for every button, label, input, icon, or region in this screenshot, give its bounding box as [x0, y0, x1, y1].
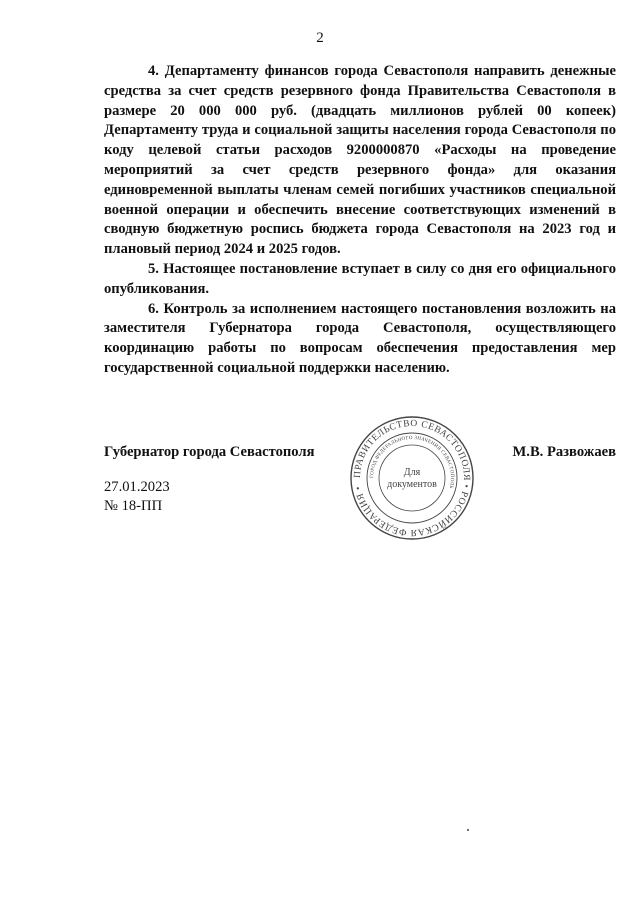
scan-speck [467, 829, 469, 831]
document-body [104, 62, 616, 379]
signer-name: М.В. Развожаев [512, 444, 616, 460]
paragraph-6: 6. Контроль за исполнением настоящего постановления возложить на заместителя Губернатора города Севастополя, осуществляющего координацию работы по вопросам обеспечения предоставления мер государственной социальной поддержки населению. [104, 300, 616, 376]
seal-graphic [348, 414, 476, 542]
seal-center-line-1: Для [403, 467, 421, 478]
paragraph-5: 5. Настоящее постановление вступает в силу со дня его официального опубликования. [104, 260, 616, 297]
seal-outer-text: ПРАВИТЕЛЬСТВО СЕВАСТОПОЛЯ • РОССИЙСКАЯ ФЕДЕРАЦИЯ • [352, 418, 472, 538]
page-number: 2 [316, 30, 324, 46]
seal-inner-text: ГОРОД ФЕДЕРАЛЬНОГО ЗНАЧЕНИЯ СЕВАСТОПОЛЬ [369, 435, 455, 489]
document-number: № 18-ПП [104, 498, 163, 514]
signer-title: Губернатор города Севастополя [104, 444, 315, 460]
seal-middle-ring [367, 433, 457, 523]
document-meta [104, 478, 170, 516]
seal-inner-ring [379, 445, 445, 511]
document-date: 27.01.2023 [104, 479, 170, 495]
official-seal [348, 414, 476, 542]
seal-outer-ring [351, 417, 473, 539]
paragraph-4: 4. Департаменту финансов города Севастополя направить денежные средства за счет средств резервного фонда Правительства Севастополя в размере 20 000 000 руб. (двадцать миллионов рублей 00 копеек) Департаменту труда и социальной защиты населения города Севастополя по коду целевой статьи расходов 9200000870 «Расходы на проведение мероприятий за счет средств резервного фонда» для оказания единовременной выплаты членам семей погибших участников специальной военной операции и обеспечить внесение соответствующих изменений в сводную бюджетную роспись бюджета города Севастополя на 2023 год и плановый период 2024 и 2025 годов. [104, 63, 616, 258]
seal-center-line-2: документов [387, 479, 437, 490]
